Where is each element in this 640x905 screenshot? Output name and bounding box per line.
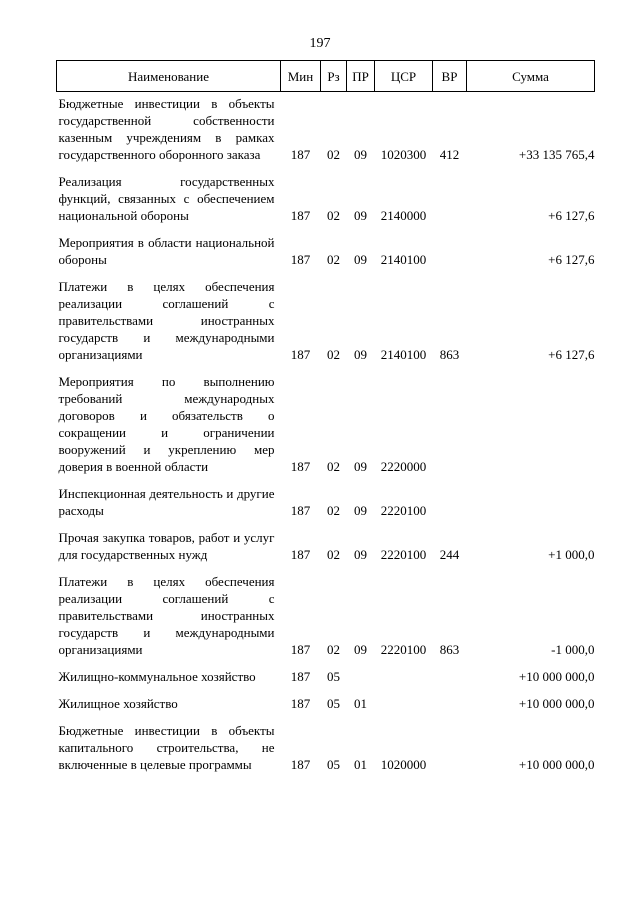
cell-name: Мероприятия по выполнению требований международных договоров и обязательств о сокращении и ограничении вооружений и укреплению мер доверия в военной области xyxy=(58,374,275,474)
cell-rz: 02 xyxy=(327,459,340,474)
cell-name: Жилищное хозяйство xyxy=(58,696,178,711)
cell-rz: 05 xyxy=(327,757,340,772)
table-row xyxy=(57,170,595,231)
cell-name: Реализация государственных функций, связанных с обеспечением национальной обороны xyxy=(58,174,275,223)
cell-min: 187 xyxy=(290,147,311,162)
cell-csr: 2220000 xyxy=(380,459,427,474)
cell-pr: 01 xyxy=(354,757,367,772)
table-row xyxy=(57,482,595,526)
cell-sum: -1 000,0 xyxy=(551,642,595,657)
cell-pr: 09 xyxy=(354,252,367,267)
cell-sum: +6 127,6 xyxy=(548,208,595,223)
cell-name: Платежи в целях обеспечения реализации соглашений с правительствами иностранных государств и международными организациями xyxy=(58,574,275,657)
cell-rz: 02 xyxy=(327,347,340,362)
cell-csr: 2220100 xyxy=(380,642,427,657)
cell-min: 187 xyxy=(290,547,311,562)
cell-name: Жилищно-коммунальное хозяйство xyxy=(58,669,256,684)
cell-min: 187 xyxy=(290,208,311,223)
cell-rz: 02 xyxy=(327,252,340,267)
cell-csr: 2140100 xyxy=(380,347,427,362)
cell-pr: 09 xyxy=(354,147,367,162)
cell-sum: +33 135 765,4 xyxy=(518,147,595,162)
cell-rz: 02 xyxy=(327,547,340,562)
cell-sum: +6 127,6 xyxy=(548,347,595,362)
cell-vr xyxy=(433,482,467,526)
header-sum: Сумма xyxy=(467,61,595,92)
cell-csr: 2220100 xyxy=(380,547,427,562)
cell-csr: 1020000 xyxy=(380,757,427,772)
cell-min: 187 xyxy=(290,696,311,711)
cell-min: 187 xyxy=(290,503,311,518)
cell-pr: 09 xyxy=(354,642,367,657)
cell-min: 187 xyxy=(290,642,311,657)
cell-vr: 863 xyxy=(439,642,460,657)
cell-vr: 863 xyxy=(439,347,460,362)
cell-csr xyxy=(375,665,433,692)
cell-rz: 02 xyxy=(327,642,340,657)
table-row xyxy=(57,275,595,370)
table-row xyxy=(57,92,595,171)
cell-name: Инспекционная деятельность и другие расходы xyxy=(58,486,275,518)
table-row xyxy=(57,665,595,692)
cell-sum: +1 000,0 xyxy=(548,547,595,562)
cell-rz: 02 xyxy=(327,503,340,518)
cell-sum: +6 127,6 xyxy=(548,252,595,267)
header-rz: Рз xyxy=(321,61,347,92)
cell-rz: 05 xyxy=(327,669,340,684)
cell-sum: +10 000 000,0 xyxy=(518,669,595,684)
page-number: 197 xyxy=(309,36,331,51)
cell-pr: 09 xyxy=(354,547,367,562)
cell-min: 187 xyxy=(290,347,311,362)
cell-pr: 09 xyxy=(354,503,367,518)
cell-csr: 2140000 xyxy=(380,208,427,223)
header-csr: ЦСР xyxy=(375,61,433,92)
cell-name: Бюджетные инвестиции в объекты капитального строительства, не включенные в целевые программы xyxy=(58,723,275,772)
cell-vr xyxy=(433,692,467,719)
cell-pr: 09 xyxy=(354,347,367,362)
cell-vr: 244 xyxy=(439,547,460,562)
cell-csr xyxy=(375,692,433,719)
cell-rz: 05 xyxy=(327,696,340,711)
cell-csr: 2140100 xyxy=(380,252,427,267)
cell-vr xyxy=(433,231,467,275)
table-row xyxy=(57,692,595,719)
header-min: Мин xyxy=(281,61,321,92)
cell-vr xyxy=(433,170,467,231)
cell-csr: 1020300 xyxy=(380,147,427,162)
table-row xyxy=(57,526,595,570)
header-vr: ВР xyxy=(433,61,467,92)
cell-pr: 09 xyxy=(354,208,367,223)
cell-name: Прочая закупка товаров, работ и услуг для государственных нужд xyxy=(58,530,275,562)
cell-min: 187 xyxy=(290,757,311,772)
cell-pr: 09 xyxy=(354,459,367,474)
cell-min: 187 xyxy=(290,252,311,267)
cell-sum xyxy=(467,370,595,482)
cell-name: Мероприятия в области национальной обороны xyxy=(58,235,275,267)
cell-sum: +10 000 000,0 xyxy=(518,757,595,772)
table-body xyxy=(57,92,595,781)
cell-name: Платежи в целях обеспечения реализации соглашений с правительствами иностранных государств и международными организациями xyxy=(58,279,275,362)
table-row xyxy=(57,231,595,275)
cell-vr xyxy=(433,665,467,692)
cell-sum: +10 000 000,0 xyxy=(518,696,595,711)
cell-name: Бюджетные инвестиции в объекты государственной собственности казенным учреждениям в рамках государственного оборонного заказа xyxy=(58,96,275,162)
cell-sum xyxy=(467,482,595,526)
cell-csr: 2220100 xyxy=(380,503,427,518)
header-pr: ПР xyxy=(347,61,375,92)
cell-pr xyxy=(347,665,375,692)
cell-vr xyxy=(433,719,467,780)
table-header-row xyxy=(57,61,595,92)
table-row xyxy=(57,570,595,665)
table-row xyxy=(57,370,595,482)
cell-rz: 02 xyxy=(327,147,340,162)
cell-rz: 02 xyxy=(327,208,340,223)
cell-vr xyxy=(433,370,467,482)
cell-pr: 01 xyxy=(354,696,367,711)
budget-table xyxy=(56,60,595,780)
table-row xyxy=(57,719,595,780)
header-name: Наименование xyxy=(57,61,281,92)
cell-min: 187 xyxy=(290,669,311,684)
cell-min: 187 xyxy=(290,459,311,474)
cell-vr: 412 xyxy=(439,147,460,162)
